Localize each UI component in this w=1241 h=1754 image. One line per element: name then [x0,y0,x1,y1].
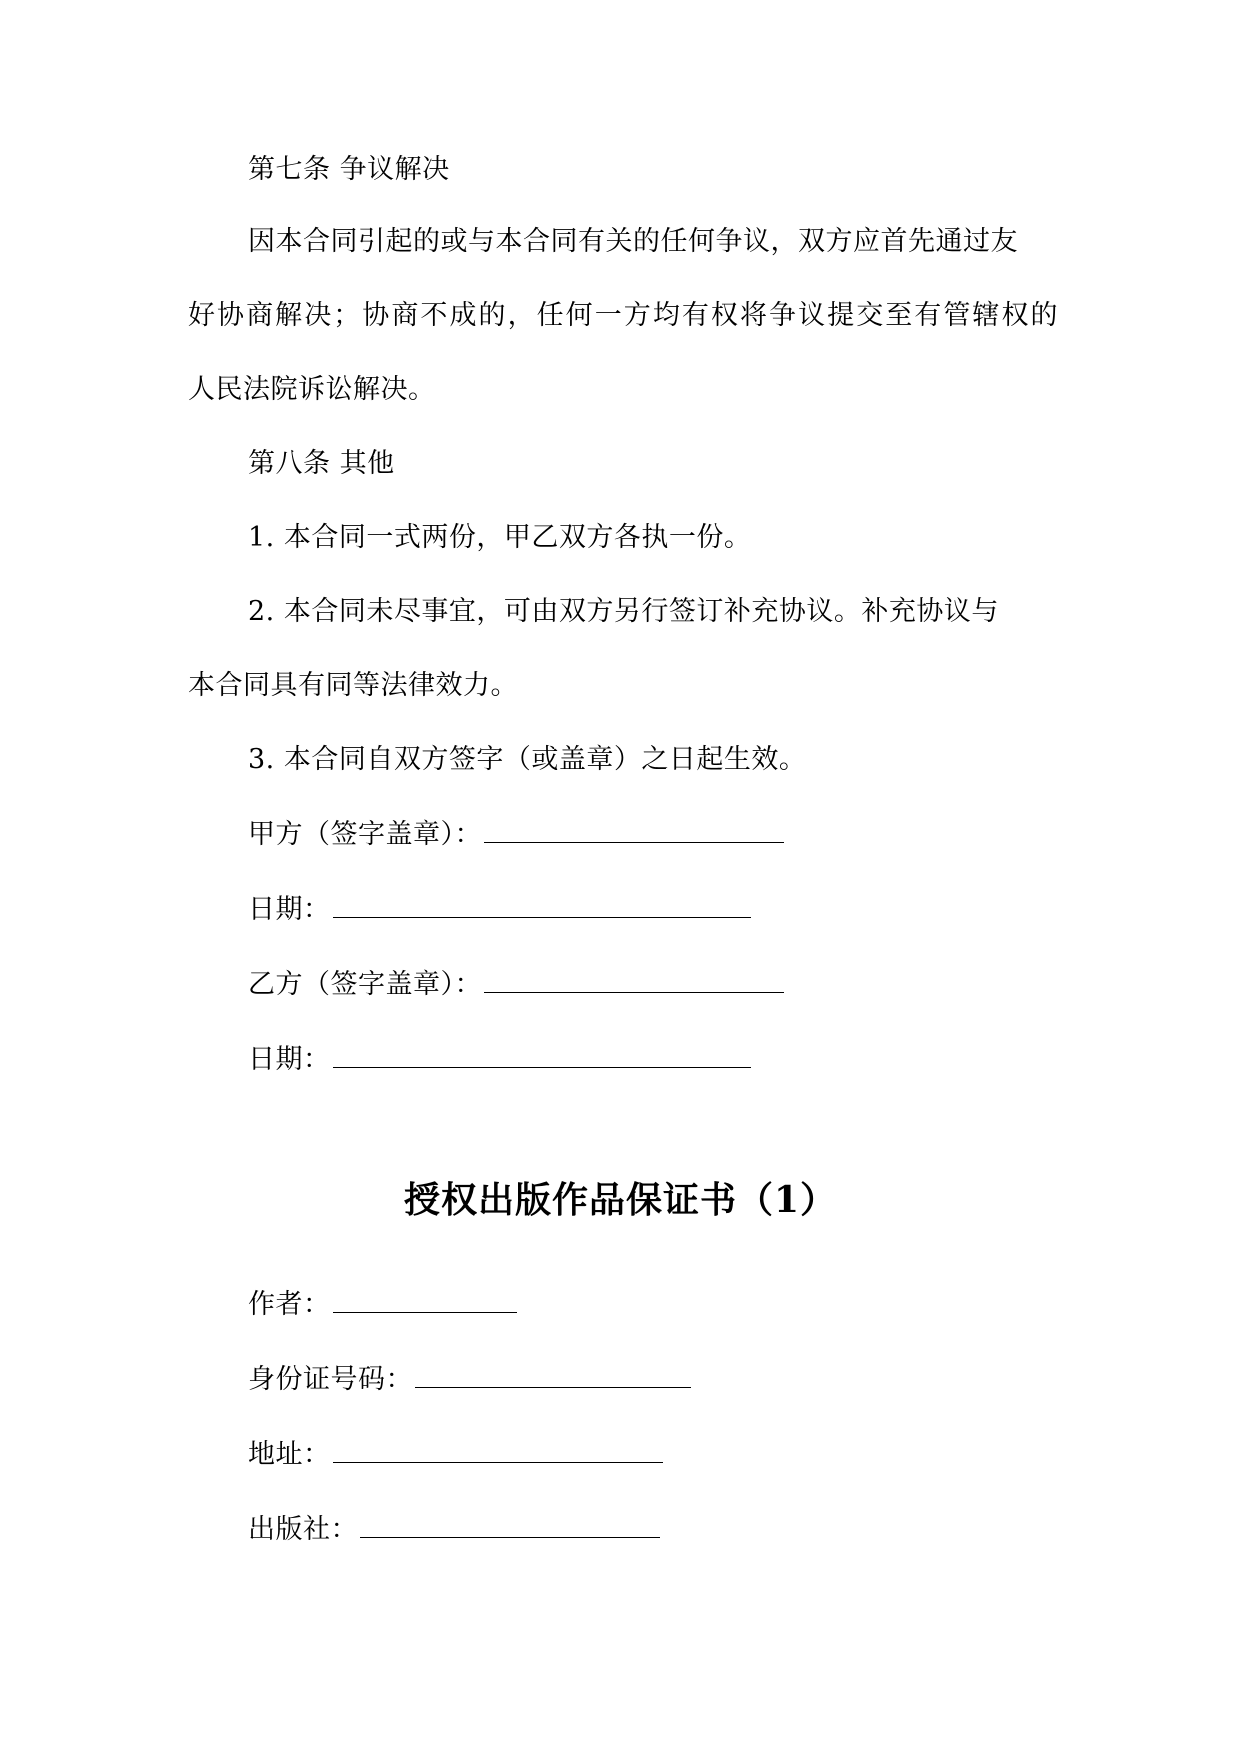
publisher-label: 出版社： [248,1514,358,1545]
date-a-label: 日期： [248,894,331,925]
article8-item2-line1: 2. 本合同未尽事宜，可由双方另行签订补充协议。补充协议与 [248,596,999,627]
date-b-label: 日期： [248,1044,331,1075]
article7-paragraph-line1: 因本合同引起的或与本合同有关的任何争议，双方应首先通过友 [248,226,1018,257]
party-a-signature-row [248,815,784,855]
author-row [248,1285,517,1325]
author-label: 作者： [248,1289,331,1320]
party-a-signature-label: 甲方（签字盖章）： [248,819,482,850]
party-a-signature-blank [484,820,784,843]
section-title: 授权出版作品保证书（1） [403,1179,838,1221]
date-b-blank [333,1045,751,1068]
article8-heading: 第八条 其他 [248,448,395,479]
address-label: 地址： [248,1439,331,1470]
id-number-blank [415,1365,691,1388]
date-b-row [248,1040,751,1080]
article8-item1: 1. 本合同一式两份，甲乙双方各执一份。 [248,522,752,553]
publisher-blank [360,1515,660,1538]
date-a-blank [333,895,751,918]
article7-paragraph-line2: 好协商解决；协商不成的，任何一方均有权将争议提交至有管辖权的 [188,300,1058,331]
address-row [248,1435,663,1475]
party-b-signature-row [248,965,784,1005]
party-b-signature-label: 乙方（签字盖章）： [248,969,482,1000]
article7-paragraph-line3: 人民法院诉讼解决。 [188,374,436,405]
article7-heading: 第七条 争议解决 [248,154,450,185]
publisher-row [248,1510,660,1550]
date-a-row [248,890,751,930]
article8-item2-line2: 本合同具有同等法律效力。 [188,670,518,701]
address-blank [333,1440,663,1463]
id-number-row [248,1360,691,1400]
party-b-signature-blank [484,970,784,993]
id-number-label: 身份证号码： [248,1364,413,1395]
article8-item3: 3. 本合同自双方签字（或盖章）之日起生效。 [248,744,807,775]
author-blank [333,1290,517,1313]
